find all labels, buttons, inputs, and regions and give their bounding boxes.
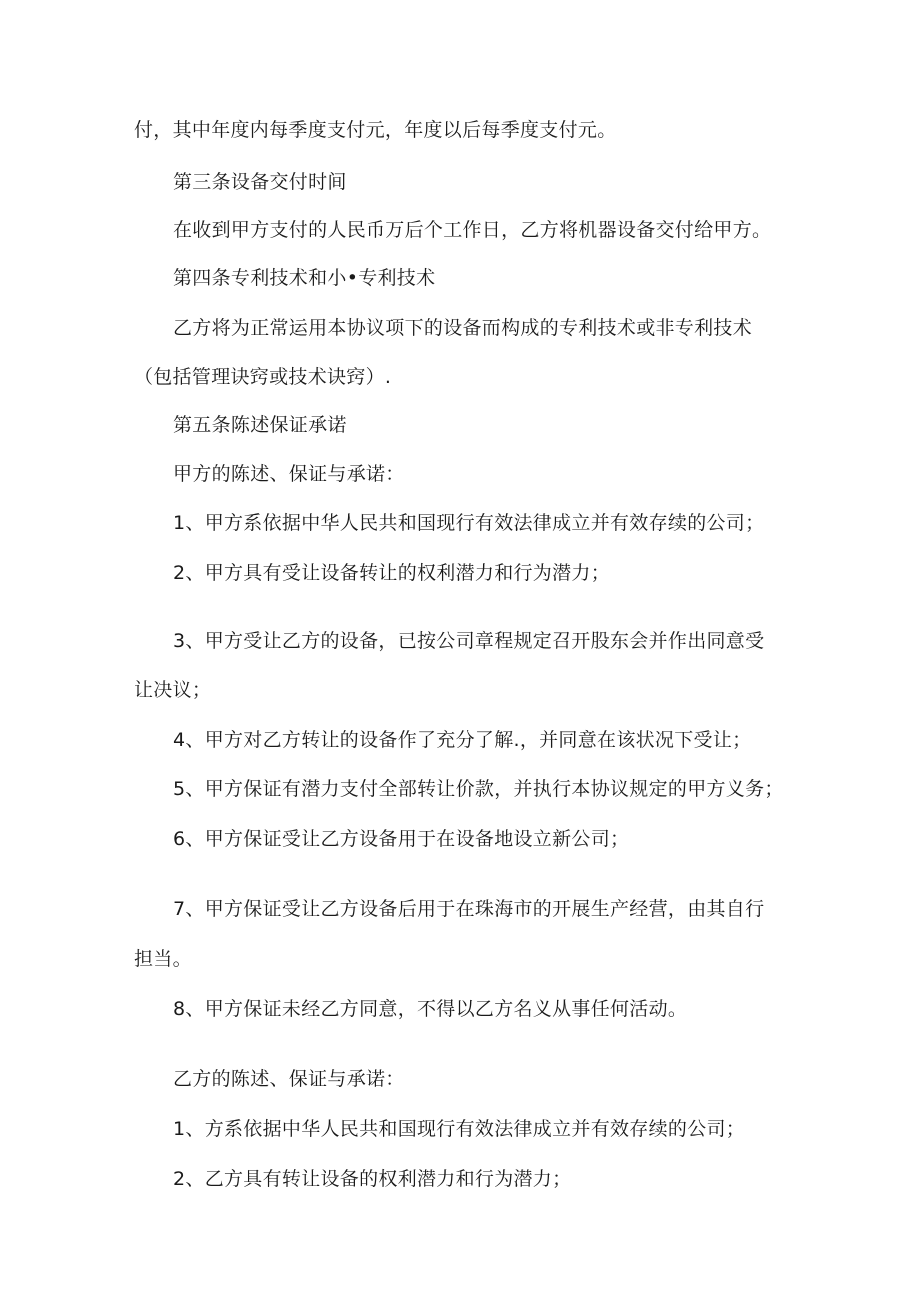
text-line-payment-terms: 付，其中年度内每季度支付元，年度以后每季度支付元。 [134,119,617,141]
list-item-a-3-cont: 让决议； [134,679,212,701]
list-item-a-2: 2、甲方具有受让设备转让的权利潜力和行为潜力； [173,562,610,584]
list-item-a-7: 7、甲方保证受让乙方设备后用于在珠海市的开展生产经营，由其自行 [173,898,765,920]
list-item-a-7-cont: 担当。 [134,948,192,970]
heading-article-4: 第四条专利技术和小•专利技术 [173,267,436,289]
list-item-a-6: 6、甲方保证受让乙方设备用于在设备地设立新公司； [173,828,630,850]
text-line-patent-2: （包括管理诀窍或技术诀窍）. [134,366,392,388]
list-item-a-5: 5、甲方保证有潜力支付全部转让价款，并执行本协议规定的甲方义务； [173,778,784,800]
subheading-party-b: 乙方的陈述、保证与承诺： [173,1068,405,1090]
heading-article-5: 第五条陈述保证承诺 [173,414,347,436]
list-item-a-4: 4、甲方对乙方转让的设备作了充分了解.，并同意在该状况下受让； [173,729,752,751]
list-item-b-2: 2、乙方具有转让设备的权利潜力和行为潜力； [173,1168,572,1190]
heading-article-3: 第三条设备交付时间 [173,171,347,193]
list-item-b-1: 1、方系依据中华人民共和国现行有效法律成立并有效存续的公司； [173,1118,746,1140]
subheading-party-a: 甲方的陈述、保证与承诺： [173,463,405,485]
list-item-a-8: 8、甲方保证未经乙方同意，不得以乙方名义从事任何活动。 [173,998,688,1020]
text-line-patent-1: 乙方将为正常运用本协议项下的设备而构成的专利技术或非专利技术 [173,317,753,339]
list-item-a-1: 1、甲方系依据中华人民共和国现行有效法律成立并有效存续的公司； [173,512,765,534]
text-line-delivery: 在收到甲方支付的人民币万后个工作日，乙方将机器设备交付给甲方。 [173,219,772,241]
list-item-a-3: 3、甲方受让乙方的设备，已按公司章程规定召开股东会并作出同意受 [173,630,765,652]
